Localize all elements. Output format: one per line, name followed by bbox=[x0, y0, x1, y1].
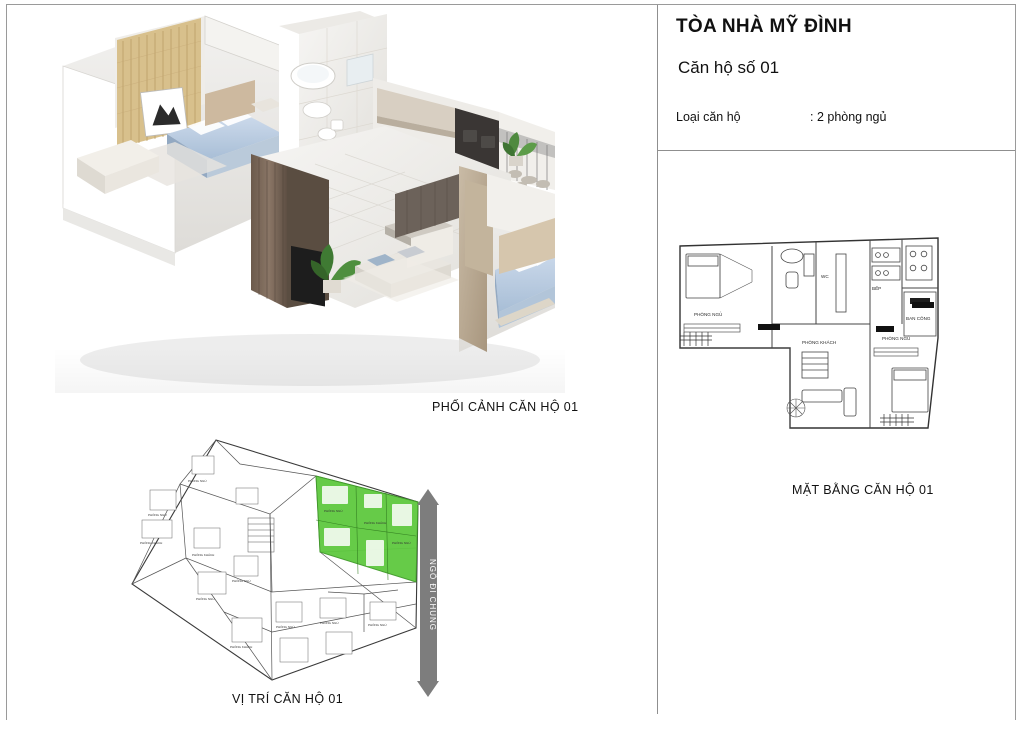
svg-text:PHÒNG NGỦ: PHÒNG NGỦ bbox=[196, 597, 215, 601]
horizontal-divider bbox=[657, 150, 1015, 151]
bottom-spacer bbox=[7, 714, 1015, 720]
perspective-render bbox=[55, 8, 565, 393]
plan-balcony bbox=[904, 292, 936, 336]
caption-location: VỊ TRÍ CĂN HỘ 01 bbox=[232, 692, 344, 706]
unit-floor-plan bbox=[666, 228, 1006, 468]
svg-text:WC: WC bbox=[821, 274, 829, 279]
location-plan bbox=[120, 432, 440, 690]
caption-perspective: PHỐI CẢNH CĂN HỘ 01 bbox=[432, 400, 579, 414]
apartment-type-value: : 2 phòng ngủ bbox=[810, 110, 887, 124]
svg-text:PHÒNG NGỦ: PHÒNG NGỦ bbox=[694, 312, 723, 317]
apartment-type-label: Loại căn hộ bbox=[676, 110, 741, 124]
svg-text:PHÒNG KHÁCH: PHÒNG KHÁCH bbox=[364, 521, 387, 525]
caption-floorplan: MẶT BẰNG CĂN HỘ 01 bbox=[792, 483, 934, 497]
svg-text:PHÒNG NGỦ: PHÒNG NGỦ bbox=[188, 479, 207, 483]
arrow-down-icon bbox=[417, 681, 439, 697]
vertical-divider bbox=[657, 5, 658, 714]
svg-text:PHÒNG NGỦ: PHÒNG NGỦ bbox=[882, 336, 911, 341]
svg-text:PHÒNG NGỦ: PHÒNG NGỦ bbox=[320, 621, 339, 625]
svg-text:BẾP: BẾP bbox=[872, 286, 882, 291]
corridor-indicator bbox=[415, 487, 441, 699]
svg-text:PHÒNG NGỦ: PHÒNG NGỦ bbox=[368, 623, 387, 627]
svg-text:PHÒNG NGỦ: PHÒNG NGỦ bbox=[276, 625, 295, 629]
bedroom-right-block bbox=[459, 166, 555, 352]
svg-text:PHÒNG KHÁCH: PHÒNG KHÁCH bbox=[192, 553, 215, 557]
page-title: TÒA NHÀ MỸ ĐÌNH bbox=[676, 16, 852, 37]
svg-text:PHÒNG NGỦ: PHÒNG NGỦ bbox=[148, 513, 167, 517]
svg-text:PHÒNG NGỦ: PHÒNG NGỦ bbox=[392, 541, 411, 545]
svg-text:BAN CÔNG: BAN CÔNG bbox=[906, 316, 931, 321]
apartment-number: Căn hộ số 01 bbox=[678, 58, 780, 77]
svg-text:PHÒNG KHÁCH: PHÒNG KHÁCH bbox=[230, 645, 253, 649]
svg-text:PHÒNG NGỦ: PHÒNG NGỦ bbox=[324, 509, 343, 513]
svg-text:PHÒNG NGỦ: PHÒNG NGỦ bbox=[232, 579, 251, 583]
svg-text:PHÒNG KHÁCH: PHÒNG KHÁCH bbox=[140, 541, 163, 545]
svg-text:PHÒNG KHÁCH: PHÒNG KHÁCH bbox=[802, 340, 837, 345]
arrow-up-icon bbox=[417, 489, 439, 505]
corridor-label: NGÕ ĐI CHUNG bbox=[428, 559, 437, 631]
